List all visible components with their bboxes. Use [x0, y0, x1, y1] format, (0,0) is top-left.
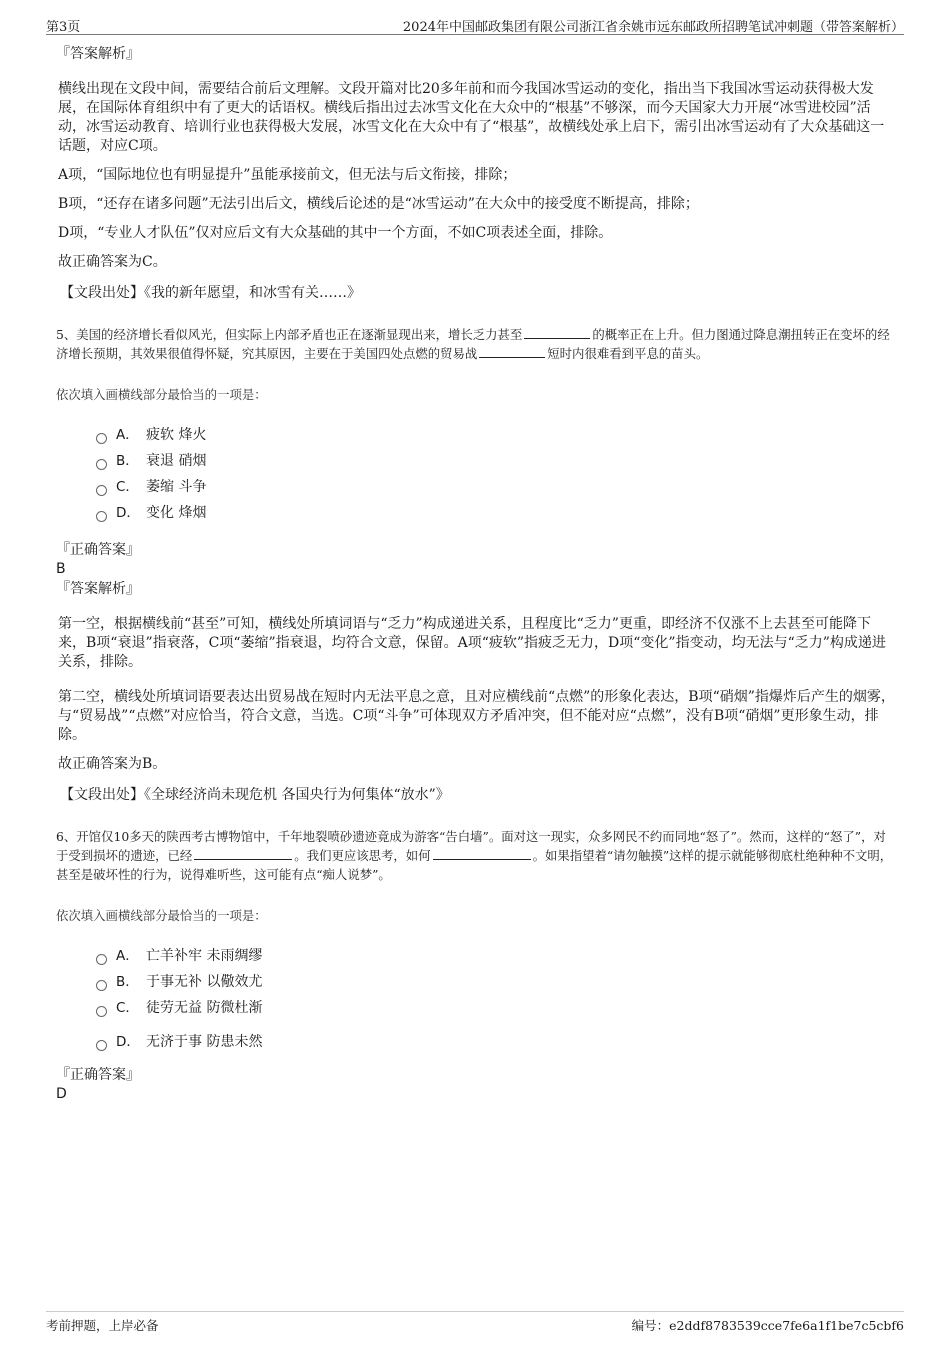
document-content [56, 44, 896, 1104]
page-header [46, 14, 904, 35]
q5-analysis-para-1: 第一空，根据横线前“甚至”可知，横线处所填词语与“乏力”构成递进关系，且程度比“乏力”更重，即经济不仅涨不上去甚至可能降下来，B项“衰退”指衰落，C项“萎缩”指衰退，均符合文意，保留。A项“疲软”指疲乏无力，D项“变化”指变动，均无法与“乏力”构成递进关系，排除。 [58, 616, 886, 670]
q5-analysis-para-2: 第二空，横线处所填词语要表达出贸易战在短时内无法平息之意，且对应横线前“点燃”的形象化表达，B项“硝烟”指爆炸后产生的烟雾，与“贸易战”“点燃”对应恰当，符合文意，当选。C项“斗争”可体现双方矛盾冲突，但不能对应“点燃”，没有B项“硝烟”更形象生动，排除。 [58, 689, 895, 743]
q6-option-b[interactable]: B． 于事无补 以儆效尤 [96, 969, 896, 995]
blank-1 [524, 325, 590, 339]
q6-stem: 6、开馆仅10多天的陕西考古博物馆中，千年地裂喷砂遗迹竟成为游客“告白墙”。面对这一现实，众多网民不约而同地“怒了”。然而，这样的“怒了”，对于受到损坏的遗迹，已经 。我们更应该思考，如何 。如果指望着“请勿触摸”这样的提示就能够彻底杜绝种种不文明，甚至是破坏性的行为，说得难听些，这可能有点“痴人说梦”。 [56, 829, 893, 882]
page-number: 第3页 [46, 20, 81, 35]
blank-1 [194, 846, 292, 860]
q5-stem: 5、美国的经济增长看似风光，但实际上内部矛盾也正在逐渐显现出来，增长乏力甚至 的概率正在上升。但力图通过降息潮扭转正在变坏的经济增长预期，其效果很值得怀疑，究其原因，主要在于美国四处点燃的贸易战 短时内很难看到平息的苗头。 [56, 327, 890, 361]
footer-slogan: 考前押题，上岸必备 [46, 1318, 159, 1333]
q6-option-d[interactable]: D． 无济于事 防患未然 [96, 1029, 896, 1055]
q5-options [96, 422, 896, 526]
radio-icon[interactable] [96, 1040, 107, 1051]
q4-analysis-para-4: D项，“专业人才队伍”仅对应后文有大众基础的其中一个方面，不如C项表述全面，排除。 [58, 225, 613, 241]
radio-icon[interactable] [96, 1006, 107, 1017]
q5-correct-label: 『正确答案』 [56, 542, 140, 558]
q5-instruction: 依次填入画横线部分最恰当的一项是： [56, 387, 267, 402]
document-id: 编号：e2ddf8783539cce7fe6a1f1be7c5cbf6 [631, 1318, 904, 1333]
document-title: 2024年中国邮政集团有限公司浙江省余姚市远东邮政所招聘笔试冲刺题（带答案解析） [402, 20, 904, 35]
radio-icon[interactable] [96, 485, 107, 496]
blank-2 [433, 846, 531, 860]
q5-option-d[interactable]: D． 变化 烽烟 [96, 500, 896, 526]
q4-analysis-para-2: A项，“国际地位也有明显提升”虽能承接前文，但无法与后文衔接，排除； [58, 167, 517, 183]
question-6 [56, 827, 896, 1104]
q4-source: 【文段出处】《我的新年愿望，和冰雪有关……》 [60, 285, 361, 301]
q4-analysis-para-1: 横线出现在文段中间，需要结合前后文理解。文段开篇对比20多年前和而今我国冰雪运动的变化，指出当下我国冰雪运动获得极大发展，在国际体育组织中有了更大的话语权。横线后指出过去冰雪文化在大众中的“根基”不够深，而今天国家大力开展“冰雪进校园”活动，冰雪运动教育、培训行业也获得极大发展，冰雪文化在大众中有了“根基”，故横线处承上启下，需引出冰雪运动有了大众基础这一话题，对应C项。 [58, 81, 885, 154]
q6-instruction: 依次填入画横线部分最恰当的一项是： [56, 908, 267, 923]
q5-option-b[interactable]: B． 衰退 硝烟 [96, 448, 896, 474]
q5-conclusion: 故正确答案为B。 [58, 756, 167, 772]
q4-analysis-para-3: B项，“还存在诸多问题”无法引出后文，横线后论述的是“冰雪运动”在大众中的接受度不断提高，排除； [58, 196, 699, 212]
q5-correct-answer: B [56, 561, 66, 577]
q6-option-a[interactable]: A． 亡羊补牢 未雨绸缪 [96, 943, 896, 969]
question-5 [56, 325, 896, 805]
q6-options [96, 943, 896, 1055]
q4-conclusion: 故正确答案为C。 [58, 254, 167, 270]
q6-correct-answer: D [56, 1086, 67, 1102]
blank-2 [479, 344, 545, 358]
radio-icon[interactable] [96, 511, 107, 522]
page-footer [46, 1311, 904, 1334]
q5-option-c[interactable]: C． 萎缩 斗争 [96, 474, 896, 500]
radio-icon[interactable] [96, 433, 107, 444]
radio-icon[interactable] [96, 459, 107, 470]
q4-analysis-label: 『答案解析』 [56, 46, 140, 62]
radio-icon[interactable] [96, 954, 107, 965]
q5-source: 【文段出处】《全球经济尚未现危机 各国央行为何集体“放水”》 [60, 787, 450, 803]
q5-analysis-label: 『答案解析』 [56, 581, 140, 597]
radio-icon[interactable] [96, 980, 107, 991]
q5-option-a[interactable]: A． 疲软 烽火 [96, 422, 896, 448]
q6-correct-label: 『正确答案』 [56, 1067, 140, 1083]
q6-option-c[interactable]: C． 徒劳无益 防微杜渐 [96, 995, 896, 1021]
